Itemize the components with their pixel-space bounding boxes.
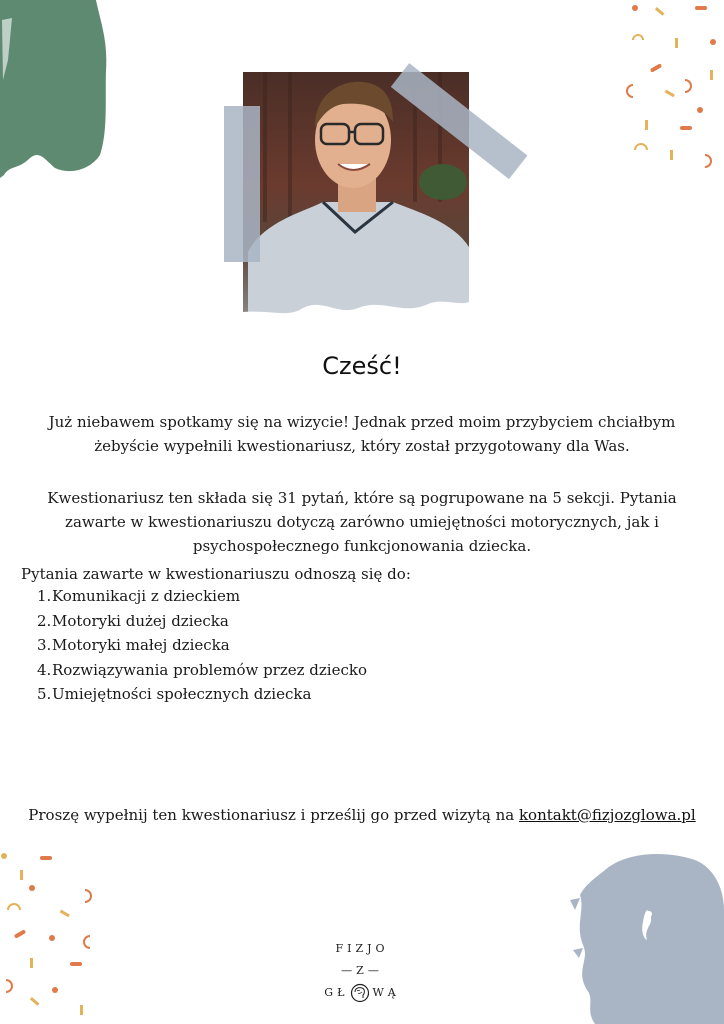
logo-line-3: GŁ WĄ	[312, 982, 412, 1004]
list-item: 4. Rozwiązywania problemów przez dziecko	[37, 660, 367, 679]
logo-line-2: —Z—	[341, 964, 383, 977]
brain-head-icon	[350, 983, 370, 1003]
footer-text: Proszę wypełnij ten kwestionariusz i prześlij go przed wizytą na	[28, 806, 519, 824]
topics-list	[37, 584, 367, 707]
intro-paragraph: Już niebawem spotkamy się na wizycie! Jednak przed moim przybyciem chciałbym żebyście wypełnili kwestionariusz, który został przygotowany dla Was.	[48, 413, 676, 455]
pattern-decoration-top-right	[625, 0, 724, 180]
list-intro: Pytania zawarte w kwestionariuszu odnoszą się do:	[21, 565, 411, 583]
gray-brush-decoration	[565, 850, 724, 1024]
list-item: 1. Komunikacji z dzieckiem	[37, 587, 241, 605]
description-paragraph: Kwestionariusz ten składa się 31 pytań, które są pogrupowane na 5 sekcji. Pytania zawarte w kwestionariuszu dotyczą zarówno umiejętności motorycznych, jak i psychospołecznego funkcjonowania dziecka.	[47, 489, 677, 555]
green-brush-decoration	[0, 0, 115, 180]
logo	[312, 938, 412, 1004]
footer-instruction	[0, 806, 724, 824]
list-item: 3. Motoryki małej dziecka	[37, 636, 230, 654]
contact-email-link[interactable]: kontakt@fizjozglowa.pl	[518, 806, 696, 824]
pattern-decoration-bottom-left	[0, 850, 110, 1024]
tape-left-decoration	[224, 106, 260, 262]
list-item: 2. Motoryki dużej dziecka	[37, 611, 229, 630]
logo-line-1: FIZJO	[335, 942, 389, 955]
list-item: 5. Umiejętności społecznych dziecka	[37, 685, 312, 703]
page-title: Cześć!	[322, 352, 402, 380]
